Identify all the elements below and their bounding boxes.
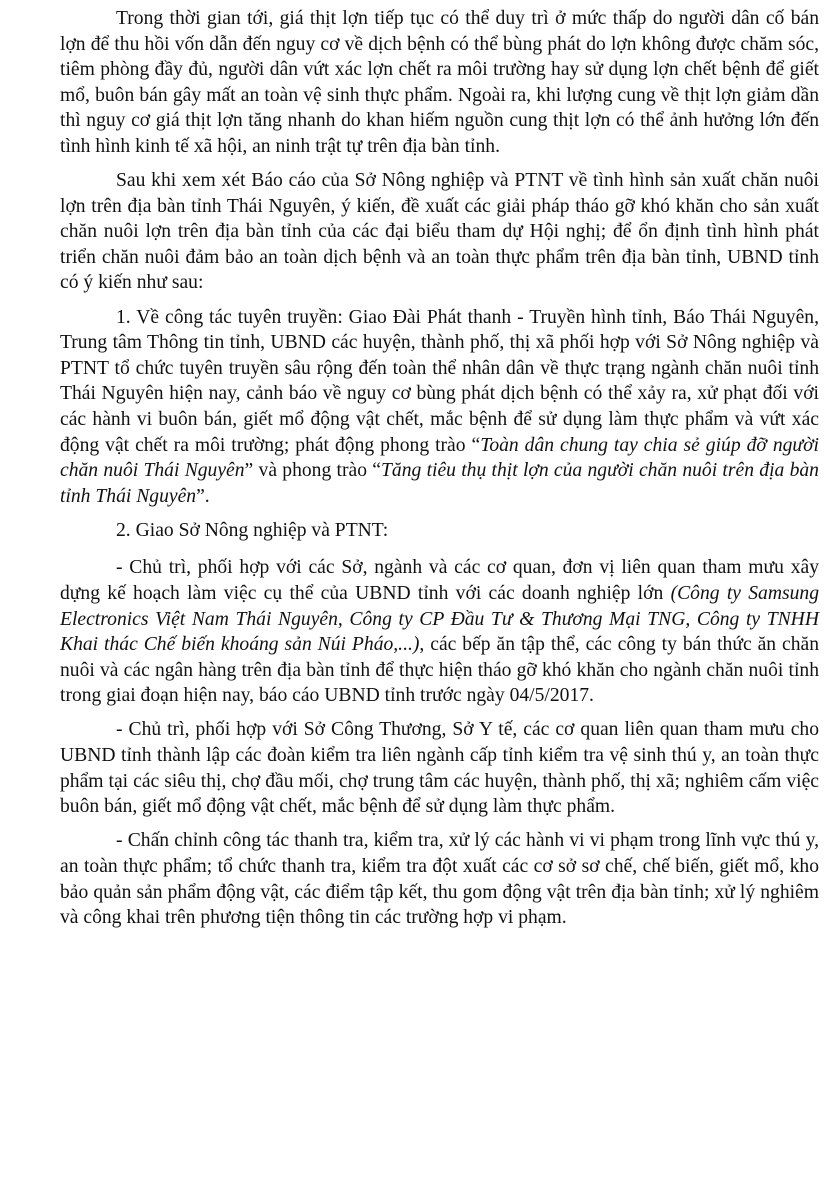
text-segment: - Chủ trì, phối hợp với các Sở, ngành và các cơ quan, đơn vị liên quan tham mưu xây dựng kế hoạch làm việc cụ thể của UBND tỉnh với các doanh nghiệp lớn xyxy=(60,557,819,604)
paragraph-task-inspection-teams: - Chủ trì, phối hợp với Sở Công Thương, Sở Y tế, các cơ quan liên quan tham mưu cho UBND tỉnh thành lập các đoàn kiểm tra liên ngành cấp tỉnh kiểm tra vệ sinh thú y, an toàn thực phẩm tại các siêu thị, chợ đầu mối, chợ trung tâm các huyện, thành phố, thị xã; nghiêm cấm việc buôn bán, giết mổ động vật chết, mắc bệnh để sử dụng làm thực phẩm. xyxy=(60,719,819,818)
text-segment: ” và phong trào “ xyxy=(244,460,381,482)
campaign-name-1: Toàn dân chung tay chia sẻ giúp đỡ người chăn nuôi Thái Nguyên xyxy=(60,434,820,482)
company-list: (Công ty Samsung Electronics Việt Nam Thái Nguyên, Công ty CP Đầu Tư & Thương Mại TNG, Công ty TNHH Khai thác Chế biến khoáng sản Núi Pháo,...) xyxy=(60,582,819,656)
paragraph-provincial-opinion: Sau khi xem xét Báo cáo của Sở Nông nghiệp và PTNT về tình hình sản xuất chăn nuôi lợn trên địa bàn tỉnh Thái Nguyên, ý kiến, đề xuất các giải pháp tháo gỡ khó khăn cho sản xuất chăn nuôi lợn trên địa bàn tỉnh của các đại biểu tham dự Hội nghị; để ổn định tình hình phát triển chăn nuôi đảm bảo an toàn dịch bệnh và an toàn thực phẩm trên địa bàn tỉnh, UBND tỉnh có ý kiến như sau: xyxy=(60,170,819,294)
text-segment: , các bếp ăn tập thể, các công ty bán thức ăn chăn nuôi và các ngân hàng trên địa bàn tỉnh để thực hiện tháo gỡ khó khăn cho ngành chăn nuôi tỉnh trong giai đoạn hiện nay, báo cáo UBND tỉnh trước ngày 04/5/2017. xyxy=(60,634,819,707)
paragraph-market-outlook: Trong thời gian tới, giá thịt lợn tiếp tục có thể duy trì ở mức thấp do người dân cố bán lợn để thu hồi vốn dẫn đến nguy cơ về dịch bệnh có thể bùng phát do lợn không được chăm sóc, tiêm phòng đầy đủ, người dân vứt xác lợn chết ra môi trường hay sử dụng lợn chết bệnh để giết mổ, buôn bán gây mất an toàn vệ sinh thực phẩm. Ngoài ra, khi lượng cung về thịt lợn giảm dần thì nguy cơ giá thịt lợn tăng nhanh do khan hiếm nguồn cung thịt lợn có thể ảnh hưởng lớn đến tình hình kinh tế xã hội, an ninh trật tự trên địa bàn tỉnh. xyxy=(60,8,819,157)
text-segment: 1. Về công tác tuyên truyền: Giao Đài Phát thanh - Truyền hình tỉnh, Báo Thái Nguyên, Trung tâm Thông tin tỉnh, UBND các huyện, thành phố, thị xã phối hợp với Sở Nông nghiệp và PTNT tổ chức tuyên truyền sâu rộng đến toàn thể nhân dân về thực trạng ngành chăn nuôi tỉnh Thái Nguyên hiện nay, cảnh báo về nguy cơ bùng phát dịch bệnh có thể xảy ra, xử phạt đối với các hành vi buôn bán, giết mổ động vật chết, mắc bệnh để sử dụng làm thực phẩm và vứt xác động vật chết ra môi trường; phát động phong trào “ xyxy=(60,306,819,456)
text-segment: ”. xyxy=(196,485,210,507)
paragraph-task-enterprise-plan xyxy=(60,555,819,709)
campaign-name-2: Tăng tiêu thụ thịt lợn của người chăn nuôi trên địa bàn tỉnh Thái Nguyên xyxy=(60,460,819,507)
paragraph-task-enforcement: - Chấn chỉnh công tác thanh tra, kiểm tra, xử lý các hành vi vi phạm trong lĩnh vực thú y, an toàn thực phẩm; tổ chức thanh tra, kiểm tra đột xuất các cơ sở sơ chế, chế biến, giết mổ, kho bảo quản sản phẩm động vật, các điểm tập kết, thu gom động vật trên địa bàn tỉnh; xử lý nghiêm và công khai trên phương tiện thông tin các trường hợp vi phạm. xyxy=(60,830,819,929)
paragraph-item-1-communication xyxy=(60,305,819,510)
paragraph-item-2-heading: 2. Giao Sở Nông nghiệp và PTNT: xyxy=(116,519,389,541)
